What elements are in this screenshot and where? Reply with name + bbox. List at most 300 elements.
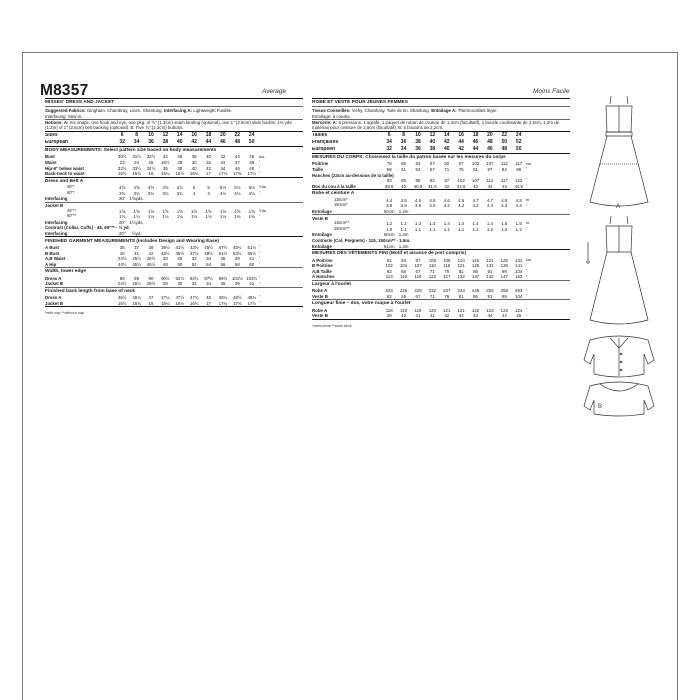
row-value: 120 [428, 307, 437, 313]
row-value: 88 [119, 275, 125, 281]
row-value: 46 [220, 138, 226, 145]
row-value: 1.1 [414, 226, 422, 232]
row-value: 92½ [175, 275, 185, 281]
row-value: 3¾ [133, 190, 140, 196]
row-value: 36 [415, 145, 421, 152]
row-value: 26½ [146, 281, 156, 287]
row-value: 40 [206, 154, 211, 160]
measurement-row [312, 269, 570, 275]
figure-label-a: A [616, 204, 621, 210]
interfacing-text: Thermocollant léger. [456, 107, 498, 113]
row-label: Interfacing [45, 219, 68, 225]
row-value: 117 [515, 161, 523, 167]
row-label: Taille [312, 167, 323, 173]
row-label: Interfacing [45, 196, 68, 202]
contrast-yardage: Contraste (Col, Poignets) - 115, 150cm** - 1.5m. [312, 238, 411, 243]
row-value: 127 [443, 274, 451, 280]
difficulty-level-fr: Moins Facile [533, 88, 570, 95]
row-unit: " [258, 189, 261, 195]
row-value: 51½ [218, 250, 228, 256]
row-value: 1⅛ [205, 214, 212, 220]
row-value: 12 [429, 131, 436, 138]
row-value: 4.4 [386, 197, 393, 203]
row-value: 16½ [175, 300, 185, 306]
row-value: 51cm [383, 243, 395, 249]
row-value: 46½ [146, 261, 156, 267]
row-label: A,B Taille [312, 268, 332, 274]
row-label: Hip-9" below waist [45, 165, 84, 171]
row-value: 136 [500, 263, 508, 269]
row-value: 253 [486, 288, 494, 294]
row-value: 4.8 [501, 197, 508, 203]
row-value: 16 [458, 131, 464, 138]
row-value: 4.3 [486, 203, 493, 209]
row-value: 32 [386, 145, 392, 152]
row-value: 1⅝ [205, 208, 212, 214]
row-value: 10 [148, 131, 154, 138]
row-value: 39 [386, 313, 392, 319]
row-label: Dress A [45, 275, 62, 281]
row-value: 99 [501, 268, 507, 274]
row-label: 115cm* [334, 197, 348, 202]
row-value: 104 [399, 263, 408, 269]
row-value: 14 [443, 131, 450, 138]
row-value: 41 [429, 313, 435, 319]
row-value: 44.5 [514, 183, 523, 189]
row-value: 5⅛ [248, 185, 255, 191]
row-value: 17½ [247, 171, 256, 177]
row-label: Poitrine [312, 161, 329, 167]
row-unit: Yds. [258, 184, 267, 190]
garment-title: MISSES' DRESS AND JACKET [45, 100, 115, 106]
row-label: B Poitrine [312, 263, 333, 269]
row-value: 92½ [189, 275, 199, 281]
row-value: 17¼ [218, 171, 228, 177]
row-value: 15¾ [132, 171, 141, 177]
row-value: 39.5 [384, 183, 394, 189]
row-value: 102 [457, 178, 465, 184]
row-unit: Ins. [258, 153, 266, 159]
row-value: 28 [177, 160, 183, 166]
row-value: 97 [415, 257, 421, 263]
english-panel [45, 98, 303, 315]
row-label: Robe A [312, 307, 328, 313]
row-value: 43 [473, 183, 478, 189]
row-value: 42 [148, 250, 154, 256]
row-value: 76 [458, 167, 464, 173]
row-value: 116 [400, 274, 408, 280]
row-value: 243 [457, 288, 465, 294]
row-value: 4⅝ [133, 185, 140, 191]
row-value: 100 [428, 257, 437, 263]
row-value: 37 [234, 160, 240, 166]
row-value: 62 [386, 268, 392, 274]
row-value: 121 [457, 307, 465, 313]
measurement-row [312, 167, 570, 173]
european-sizes-row [312, 139, 570, 146]
row-value: 6 [387, 131, 391, 138]
row-value: 44 [501, 183, 507, 189]
row-unit: m [525, 196, 530, 202]
row-value: 42 [191, 138, 197, 145]
row-label: Back-neck to waist [45, 171, 85, 177]
row-value: 78 [386, 161, 392, 167]
row-value: 4 [207, 190, 210, 196]
measurement-row [45, 281, 303, 287]
measurement-row [312, 221, 570, 227]
row-value: 16¾ [189, 171, 199, 177]
row-value: 119 [414, 307, 422, 313]
row-label: Dos du cou à la taille [312, 183, 356, 189]
row-value: 1.2 [400, 221, 407, 227]
row-value: 46½ [117, 295, 127, 301]
row-value: 47¼ [161, 295, 170, 301]
row-value: 126 [500, 257, 508, 263]
body-measurements-title: MESURES DU CORPS: Choisissez la taille du patron basée sur les mesures du corps [312, 155, 506, 161]
notions-text: Six snaps, one hook and eye, one pkg. of ½" (1.3cm) seam binding (optional), one 1" (2.5cm) slide buckle, 1⅓ yds. (1.2m) of 1" (2.5cm) belt backing (optional). B: Five ⅞" (2.2cm) buttons. [45, 120, 293, 131]
row-value: 4⅝ [147, 185, 155, 191]
row-value: 1.4 [458, 221, 465, 227]
row-value: 64 [415, 167, 421, 173]
row-value: 121 [457, 263, 465, 269]
row-value: 42 [443, 138, 450, 145]
row-value: 85 [401, 178, 407, 184]
row-value: 113 [385, 274, 393, 280]
row-value: 32½ [117, 165, 127, 171]
row-value: 1.1 [443, 226, 450, 232]
row-value: 46 [249, 154, 255, 160]
row-value: 38 [177, 165, 183, 171]
row-value: 52 [191, 261, 197, 267]
row-label: 115cm** [334, 221, 350, 226]
row-unit: " [258, 213, 261, 219]
row-value: 97½ [204, 275, 213, 281]
row-value: 1⅝yds. [129, 196, 144, 202]
measurement-row [312, 308, 570, 314]
measurement-row [45, 185, 303, 191]
row-value: 15½ [117, 171, 127, 177]
lower-edge-width-title: Largeur à l'ourlet [312, 281, 351, 287]
row-value: 83 [415, 161, 421, 167]
row-value: 48¾ [247, 295, 256, 301]
row-value: 4.6 [443, 197, 450, 203]
dress-a-front-drawing [590, 96, 648, 206]
measurement-row [312, 184, 570, 190]
row-unit: cm [525, 256, 532, 262]
row-value: 4⅛ [219, 190, 226, 196]
row-value: 16¼ [161, 171, 170, 177]
row-value: 17 [206, 171, 211, 177]
row-value: 142 [486, 274, 494, 280]
row-value: 1⅛ [147, 214, 155, 220]
row-unit: " [525, 312, 528, 318]
row-value: 15½ [117, 300, 127, 306]
row-unit: " [258, 244, 261, 250]
row-value: 4.6 [458, 197, 465, 203]
row-value: 42.5 [456, 183, 466, 189]
row-value: 65 [401, 293, 407, 299]
row-unit: " [525, 177, 528, 183]
row-value: 25½ [132, 256, 141, 262]
row-value: 16 [191, 131, 197, 138]
row-value: 22 [234, 131, 241, 138]
row-value: 1.4 [472, 221, 479, 227]
row-value: 6 [120, 131, 124, 138]
row-value: 15¾ [132, 300, 141, 306]
row-value: 121 [443, 307, 451, 313]
notions [312, 120, 570, 131]
row-value: 18 [472, 131, 479, 138]
row-value: 137 [471, 274, 480, 280]
row-unit: " [258, 249, 261, 255]
row-value: 55½ [247, 250, 256, 256]
row-value: 34 [386, 138, 392, 145]
row-label: Robe A [312, 288, 328, 294]
row-unit: " [525, 262, 528, 268]
yardage-title: Dress and Belt A [45, 178, 84, 184]
row-value: 50 [248, 138, 255, 145]
row-value: 38 [162, 138, 169, 145]
row-value: 36 [148, 138, 154, 145]
row-value: 14 [176, 131, 183, 138]
row-value: 94 [501, 167, 507, 173]
measurement-row [312, 257, 570, 263]
row-value: 38 [148, 245, 154, 251]
row-value: 118 [414, 274, 422, 280]
pattern-number: M8357 [40, 82, 89, 99]
row-value: 4.2 [458, 203, 465, 209]
row-value: 32 [206, 160, 211, 166]
row-unit: " [525, 307, 528, 312]
row-value: 4.5 [414, 197, 422, 203]
row-value: 81 [458, 293, 464, 299]
row-value: 44 [220, 165, 226, 171]
measurement-row [45, 301, 303, 307]
suggested-fabrics-text: Gingham, Chambray, Linen, Shantung. [85, 107, 165, 113]
row-label: A,B Waist [45, 256, 66, 262]
nap-footnote: *avec sens **sans sens [312, 323, 352, 328]
row-value: 87 [429, 161, 435, 167]
measurement-row [312, 313, 570, 319]
row-value: 1⅝ [248, 208, 255, 214]
suggested-fabrics-text: Vichy, Chambray, Toile de lin, Shantung. [350, 107, 432, 113]
row-value: 32 [191, 281, 197, 287]
row-value: 86 [473, 268, 478, 274]
row-value: 1⅝ [191, 208, 198, 214]
row-value: 1.3 [429, 221, 436, 227]
row-value: 112 [500, 161, 508, 167]
row-unit: " [525, 166, 528, 172]
row-label: Jacket B [45, 202, 64, 208]
row-value: 38 [415, 138, 421, 145]
row-value: 17⅜ [233, 171, 242, 177]
row-value: 40 [443, 145, 450, 152]
row-value: 38 [429, 145, 436, 152]
row-value: 91 [487, 293, 493, 299]
suggested-fabrics-label: Tissus Conseillés: [312, 107, 351, 113]
row-value: 152 [515, 274, 523, 280]
row-value: 5⅛ [234, 185, 241, 191]
interfacing-label: Entoilage A: [431, 107, 457, 113]
row-value: 123 [500, 307, 508, 313]
row-value: 46 [472, 138, 479, 145]
row-value: 25 [148, 160, 154, 166]
row-value: 47½ [175, 295, 185, 301]
row-value: 5⅛ [219, 185, 226, 191]
row-value: 34 [206, 281, 211, 287]
row-value: 48½ [233, 295, 242, 301]
row-value: 41 [134, 250, 140, 256]
contrast-yardage: Contrast (Collar, Cuffs) - 45, 60"** - ½ yd. [45, 225, 130, 231]
row-value: 131 [515, 257, 523, 263]
row-value: 42 [458, 145, 464, 152]
row-value: 16½ [175, 171, 185, 177]
row-value: 92 [429, 178, 435, 184]
row-value: 48 [501, 145, 508, 152]
row-value: 25½ [132, 281, 141, 287]
row-value: 17 [206, 300, 211, 306]
row-value: 33½ [132, 165, 141, 171]
measurement-row [312, 161, 570, 167]
sizes-row [45, 132, 303, 139]
row-value: 4.2 [472, 203, 479, 209]
row-label: Veste B [312, 215, 328, 221]
row-value: 121 [486, 257, 494, 263]
row-value: 141 [515, 263, 523, 269]
row-value: 54 [206, 261, 211, 267]
row-value: 4⅛ [234, 190, 241, 196]
row-value: 1.0 [386, 226, 393, 232]
notions-label: Notions: A: [45, 120, 69, 126]
row-value: 17¼ [218, 300, 228, 306]
row-value: 47½ [218, 245, 228, 251]
row-value: 30½ [117, 154, 127, 160]
row-value: 43½ [161, 250, 170, 256]
row-value: 47 [148, 295, 154, 301]
row-value: 36 [220, 256, 226, 262]
row-label: A Poitrine [312, 257, 333, 263]
row-value: 81 [473, 167, 478, 173]
row-value: 40 [401, 313, 407, 319]
european-sizes-row [312, 146, 570, 153]
row-value: 39 [249, 160, 255, 166]
row-value: 30 [177, 256, 183, 262]
row-value: 4.7 [472, 197, 479, 203]
row-value: 41 [249, 256, 255, 262]
row-value: 4.0 [429, 203, 436, 209]
row-value: 1⅝ [147, 208, 155, 214]
garment-title: ROBE ET VESTE POUR JEUNES FEMMES [312, 100, 408, 106]
row-value: 1⅝ [162, 208, 169, 214]
row-value: 71 [429, 293, 435, 299]
row-value: 1⅛ [119, 214, 126, 220]
row-value: 124 [515, 307, 523, 313]
body-measurements-title: BODY MEASUREMENTS: Select pattern size based on body measurements [45, 148, 217, 154]
row-value: 36 [119, 245, 125, 251]
row-value: 4⅝ [162, 185, 169, 191]
row-value: 48¼ [218, 295, 228, 301]
row-value: 32 [191, 256, 197, 262]
measurement-row [312, 263, 570, 269]
row-value: 3.9 [414, 203, 422, 209]
row-value: 51½ [247, 245, 256, 251]
row-value: 99 [516, 167, 522, 173]
row-unit: " [525, 202, 528, 208]
measurement-row [45, 190, 303, 196]
row-label: Entoilage [312, 232, 332, 238]
row-value: 71 [444, 167, 450, 173]
measurement-row [45, 154, 303, 160]
row-value: 3¾ [147, 190, 155, 196]
row-value: 40 [176, 138, 183, 145]
row-value: 224 [385, 288, 393, 294]
row-value: 1⅛ [176, 214, 183, 220]
row-value: 56 [220, 261, 226, 267]
row-value: 53½ [233, 250, 242, 256]
row-value: 4 [192, 190, 196, 196]
row-value: 8 [402, 131, 405, 138]
row-value: 34 [206, 256, 211, 262]
row-value: 1⅝ [119, 208, 126, 214]
row-value: 119 [400, 307, 408, 313]
row-value: 4.2 [443, 203, 450, 209]
lower-edge-width-title: Width, lower edge [45, 269, 86, 275]
measurement-row [45, 295, 303, 301]
row-unit: m [525, 220, 530, 226]
row-value: 20" [118, 196, 126, 202]
row-unit: " [258, 274, 261, 280]
row-value: 101½ [231, 275, 243, 281]
row-value: 1⅛ [191, 214, 198, 220]
row-value: 28 [162, 281, 168, 287]
row-value: 36 [400, 138, 407, 145]
notions-label: Mercerie: A: [312, 120, 338, 126]
row-value: 65 [401, 268, 407, 274]
row-value: 1⅝ [219, 208, 226, 214]
row-value: 34 [400, 145, 407, 152]
row-value: 16 [148, 300, 154, 306]
row-value: 36 [220, 281, 226, 287]
row-value: 26½ [161, 160, 170, 166]
row-value: 50cm [383, 232, 395, 238]
row-value: 45½ [132, 261, 141, 267]
row-value: 81 [458, 268, 464, 274]
row-unit: " [258, 280, 261, 286]
row-value: 1⅜ [248, 214, 255, 220]
row-value: 67 [415, 268, 421, 274]
row-value: 5 [192, 185, 196, 191]
row-label: A Hip [45, 261, 57, 267]
row-value: 102 [385, 263, 393, 269]
row-label: Veste B [312, 293, 328, 299]
row-value: 112 [486, 178, 494, 184]
figure-label-b: B [598, 404, 603, 410]
row-value: 34 [133, 138, 140, 145]
row-label: Entoilage [312, 243, 332, 249]
row-label: 45"* [67, 185, 75, 190]
row-unit: " [258, 255, 261, 261]
row-value: 41½ [175, 245, 185, 251]
difficulty-level-en: Average [262, 88, 287, 95]
measurement-row [45, 275, 303, 281]
row-value: 44 [458, 138, 464, 145]
measurement-row [45, 250, 303, 256]
row-value: 34 [220, 160, 226, 166]
row-value: 97 [458, 161, 464, 167]
row-value: 36 [162, 165, 168, 171]
row-value: 1.4 [443, 221, 450, 227]
row-value: 12 [162, 131, 169, 138]
